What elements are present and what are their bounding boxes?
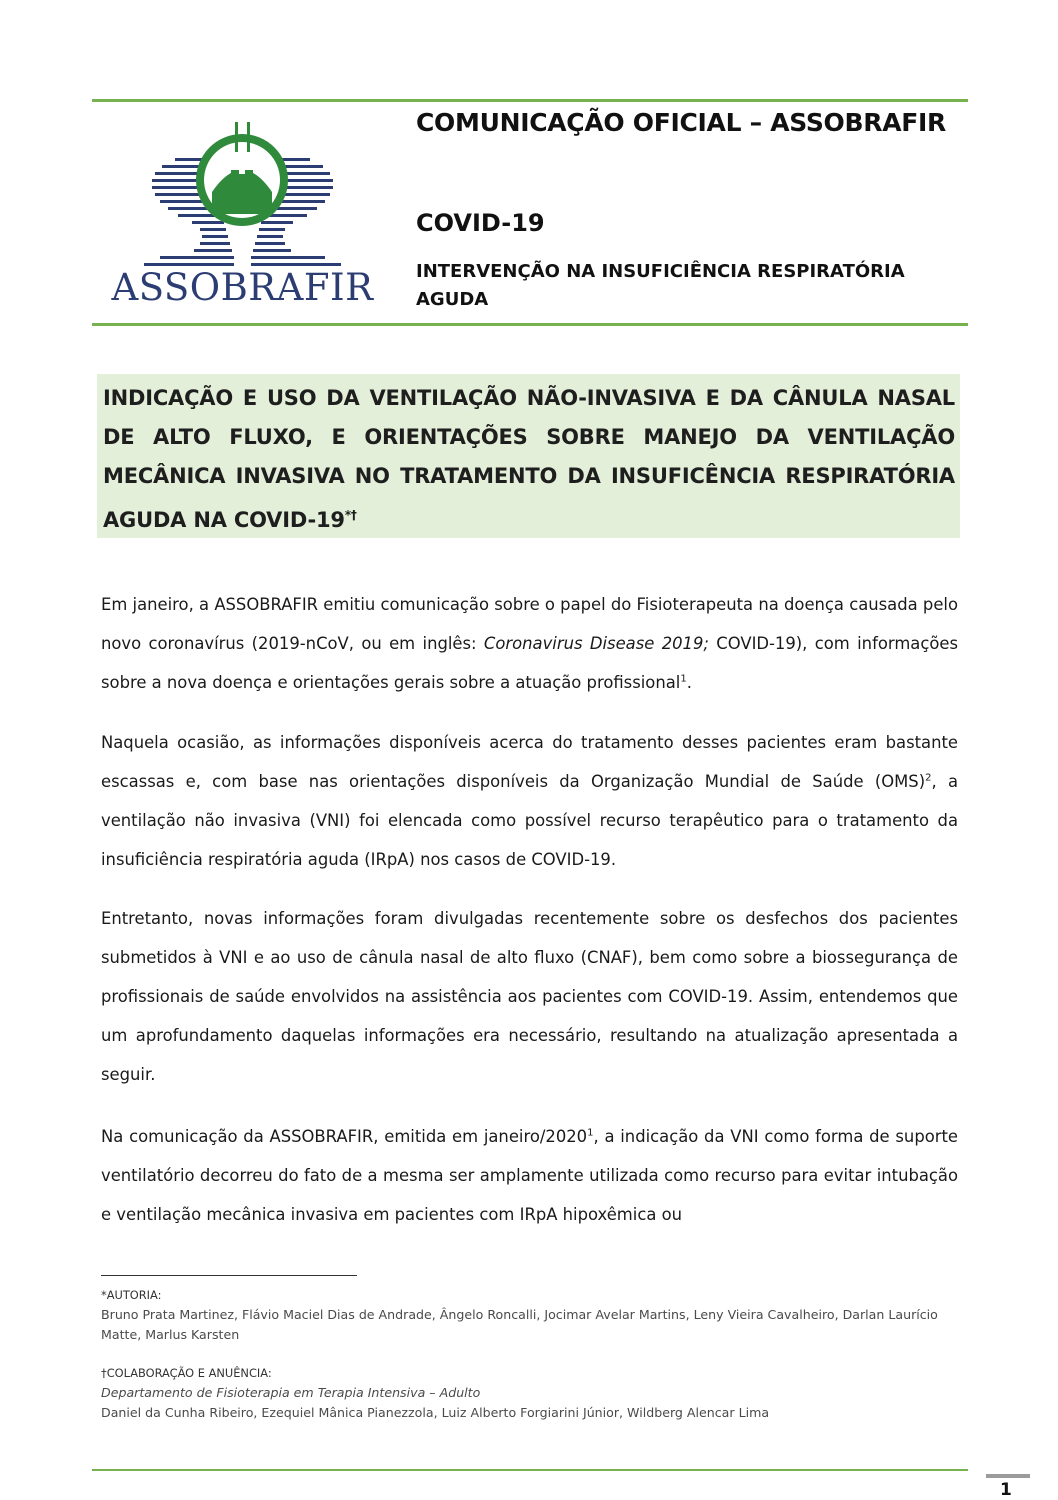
logo-emblem-icon bbox=[100, 118, 385, 268]
footnote-collab-label bbox=[101, 1363, 961, 1383]
footer-rule bbox=[92, 1469, 968, 1471]
collab-names: Daniel da Cunha Ribeiro, Ezequiel Mânica Pianezzola, Luiz Alberto Forgiarini Júnior, Wildberg Alencar Lima bbox=[101, 1405, 770, 1420]
reference-marker: 2 bbox=[925, 772, 932, 784]
footnote-authors-label bbox=[101, 1285, 961, 1305]
logo-wordmark: ASSOBRAFIR bbox=[111, 266, 374, 309]
paragraph-4-text-b: , a indicação da VNI como forma de suporte ventilatório decorreu do fato de a mesma ser amplamente utilizada como recurso para evitar intubação e ventilação mecânica invasiva em pacientes com IRpA hipoxêmica ou bbox=[101, 1127, 958, 1224]
paragraph-4 bbox=[101, 1117, 958, 1234]
paragraph-1-text-b: COVID-19), com informações sobre a nova doença e orientações gerais sobre a atuação profissional bbox=[101, 634, 958, 692]
paragraph-3: Entretanto, novas informações foram divulgadas recentemente sobre os desfechos dos pacientes submetidos à VNI e ao uso de cânula nasal de alto fluxo (CNAF), bem como sobre a biossegurança de profissionais de saúde envolvidos na assistência aos pacientes com COVID-19. Assim, entendemos que um aprofundamento daquelas informações era necessário, resultando na atualização apresentada a seguir. bbox=[101, 909, 958, 1084]
paragraph-2-text-a: Naquela ocasião, as informações disponíveis acerca do tratamento desses pacientes eram bastante escassas e, com base nas orientações disponíveis da Organização Mundial de Saúde (OMS) bbox=[101, 733, 958, 791]
page-number-bar bbox=[986, 1474, 1030, 1478]
document-subtitle: INTERVENÇÃO NA INSUFICIÊNCIA RESPIRATÓRIA AGUDA bbox=[416, 261, 905, 310]
reference-marker: 1 bbox=[587, 1127, 594, 1139]
footnote-collab bbox=[101, 1383, 961, 1423]
paragraph-1-italic: Coronavirus Disease 2019; bbox=[483, 634, 709, 653]
page-number: 1 bbox=[1000, 1480, 1012, 1500]
assobrafir-logo bbox=[100, 118, 385, 313]
main-title bbox=[103, 379, 955, 540]
reference-marker: 1 bbox=[680, 673, 687, 685]
paragraph-1-text-a: Em janeiro, a ASSOBRAFIR emitiu comunicação sobre o papel do Fisioterapeuta na doença causada pelo novo coronavírus (2019-nCoV, ou em inglês: bbox=[101, 595, 958, 653]
collab-label: †COLABORAÇÃO E ANUÊNCIA: bbox=[101, 1366, 272, 1380]
main-title-footnote-marks: *† bbox=[344, 508, 357, 522]
footnote-authors: Bruno Prata Martinez, Flávio Maciel Dias de Andrade, Ângelo Roncalli, Jocimar Avelar Martins, Leny Vieira Cavalheiro, Darlan Laurício Matte, Marlus Karsten bbox=[101, 1307, 938, 1342]
authors-label: *AUTORIA: bbox=[101, 1288, 162, 1302]
header-top-rule bbox=[92, 99, 968, 102]
collab-department: Departamento de Fisioterapia em Terapia Intensiva – Adulto bbox=[101, 1385, 481, 1400]
paragraph-2-text-b: , a ventilação não invasiva (VNI) foi elencada como possível recurso terapêutico para o tratamento da insuficiência respiratória aguda (IRpA) nos casos de COVID-19. bbox=[101, 772, 958, 869]
main-title-text: INDICAÇÃO E USO DA VENTILAÇÃO NÃO-INVASIVA E DA CÂNULA NASAL DE ALTO FLUXO, E ORIENTAÇÕES SOBRE MANEJO DA VENTILAÇÃO MECÂNICA INVASIVA NO TRATAMENTO DA INSUFICÊNCIA RESPIRATÓRIA AGUDA NA COVID-19 bbox=[103, 386, 955, 532]
paragraph-4-text-a: Na comunicação da ASSOBRAFIR, emitida em janeiro/2020 bbox=[101, 1127, 588, 1146]
header-bottom-rule bbox=[92, 323, 968, 326]
main-title-box bbox=[97, 374, 960, 538]
document-header-title: COMUNICAÇÃO OFICIAL – ASSOBRAFIR bbox=[416, 108, 946, 137]
paragraph-1 bbox=[101, 585, 958, 702]
paragraph-2 bbox=[101, 723, 958, 879]
paragraph-1-end: . bbox=[686, 673, 692, 692]
document-topic: COVID-19 bbox=[416, 209, 545, 237]
footnote-separator bbox=[101, 1275, 357, 1276]
